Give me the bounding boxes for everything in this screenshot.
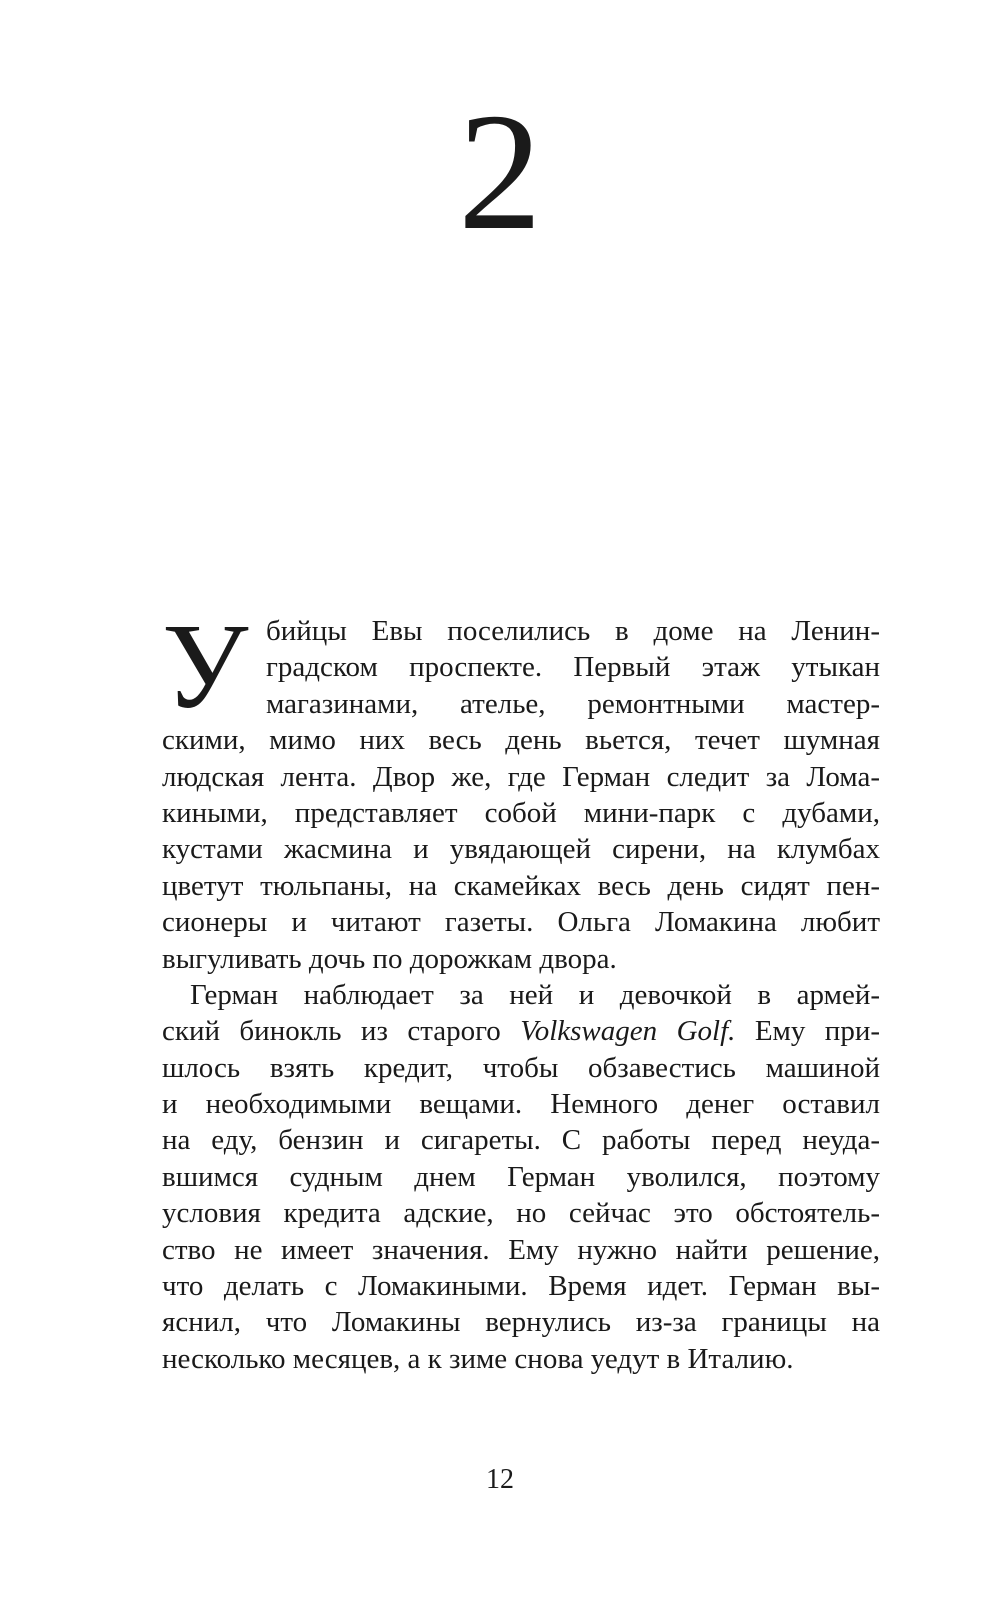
text-line: цветут тюльпаны, на скамейках весь день сидят пен- (162, 869, 880, 902)
text-line: магазинами, ателье, ремонтными мастер- (266, 687, 880, 720)
text-line: Герман наблюдает за ней и девочкой в армей- (190, 978, 880, 1011)
paragraph-2 (162, 977, 880, 1377)
text-line: киными, представляет собой мини-парк с дубами, (162, 796, 880, 829)
text-line: людская лента. Двор же, где Герман следит за Лома- (162, 760, 880, 793)
text-line-with-italic (162, 1013, 880, 1049)
text-line: шлось взять кредит, чтобы обзавестись машиной (162, 1051, 880, 1084)
paragraph-1 (162, 599, 880, 977)
text-segment: Ему при- (735, 1015, 881, 1048)
text-line: на еду, бензин и сигареты. С работы перед неуда- (162, 1124, 880, 1157)
text-segment: ский бинокль из старого (162, 1015, 521, 1048)
page-number: 12 (486, 1464, 514, 1495)
text-line: яснил, что Ломакины вернулись из-за границы на (162, 1306, 880, 1339)
text-line: несколько месяцев, а к зиме снова уедут в Италию. (162, 1342, 794, 1375)
text-line: бийцы Евы поселились в доме на Ленин- (266, 615, 880, 647)
text-line: сионеры и читают газеты. Ольга Ломакина любит (162, 906, 880, 939)
body-text (162, 599, 881, 1377)
text-line: условия кредита адские, но сейчас это обстоятель- (162, 1197, 880, 1230)
text-line: что делать с Ломакиными. Время идет. Герман вы- (162, 1270, 880, 1303)
text-line: скими, мимо них весь день вьется, течет шумная (162, 724, 880, 757)
car-model-italic: Volkswagen Golf. (520, 1015, 736, 1048)
text-line: градском проспекте. Первый этаж утыкан (266, 651, 880, 684)
drop-cap: У (162, 599, 249, 734)
chapter-number: 2 (458, 79, 542, 265)
text-line: ство не имеет значения. Ему нужно найти решение, (162, 1233, 880, 1266)
text-line: вшимся судным днем Герман уволился, поэтому (162, 1160, 880, 1193)
text-line: кустами жасмина и увядающей сирени, на клумбах (162, 833, 880, 866)
text-line: и необходимыми вещами. Немного денег оставил (162, 1088, 880, 1121)
text-line: выгуливать дочь по дорожкам двора. (162, 942, 617, 975)
